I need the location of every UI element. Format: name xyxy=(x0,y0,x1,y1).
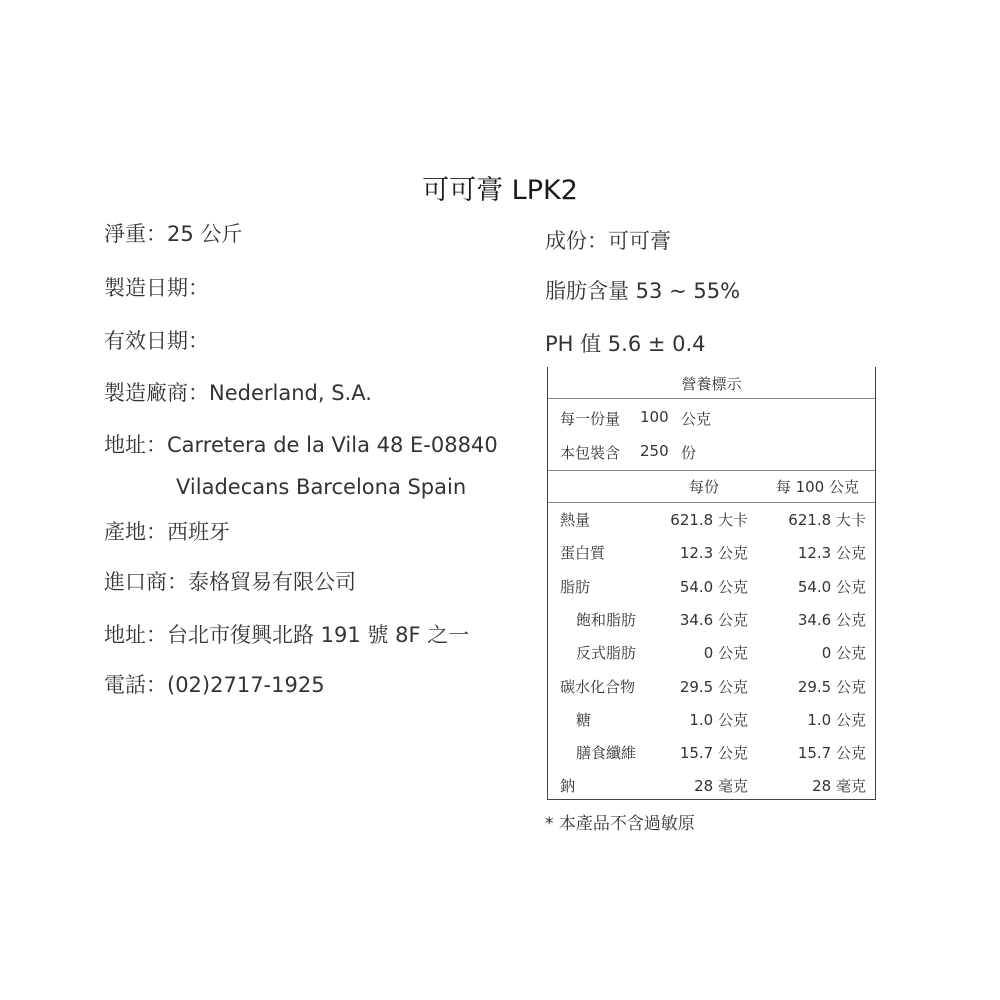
nutrient-per-100g: 54.0 公克 xyxy=(797,578,866,596)
net-weight: 淨重：25 公斤 xyxy=(104,222,243,246)
nutrient-per-serving: 621.8 大卡 xyxy=(670,511,748,529)
column-header-per-serving: 每份 xyxy=(688,478,719,496)
servings-per-package-value: 250 xyxy=(640,442,669,460)
nutrient-name: 反式脂肪 xyxy=(576,644,637,662)
nutrient-per-serving: 1.0 公克 xyxy=(689,711,748,729)
serving-size-label: 每一份量 xyxy=(560,410,621,428)
serving-size-value: 100 xyxy=(640,408,669,426)
nutrient-name: 蛋白質 xyxy=(560,544,606,562)
importer-address: 地址：台北市復興北路 191 號 8F 之一 xyxy=(104,623,470,647)
nutrient-per-100g: 34.6 公克 xyxy=(797,611,866,629)
nutrition-table xyxy=(547,367,876,800)
ph-value: PH 值 5.6 ± 0.4 xyxy=(545,332,706,356)
nutrient-name: 飽和脂肪 xyxy=(576,611,637,629)
servings-per-package-unit: 份 xyxy=(681,444,697,462)
nutrient-per-100g: 1.0 公克 xyxy=(807,711,866,729)
nutrient-per-serving: 15.7 公克 xyxy=(679,744,748,762)
manufacture-date: 製造日期： xyxy=(104,276,209,300)
importer: 進口商：泰格貿易有限公司 xyxy=(104,570,356,594)
address-line-1: 地址：Carretera de la Vila 48 E-08840 xyxy=(104,433,498,457)
nutrient-per-100g: 29.5 公克 xyxy=(797,678,866,696)
expiry-date: 有效日期： xyxy=(104,329,209,353)
nutrient-per-serving: 29.5 公克 xyxy=(679,678,748,696)
table-divider xyxy=(548,502,875,503)
nutrient-name: 碳水化合物 xyxy=(560,678,636,696)
nutrient-per-serving: 12.3 公克 xyxy=(679,544,748,562)
address-line-2: Viladecans Barcelona Spain xyxy=(176,475,467,499)
nutrient-per-serving: 0 公克 xyxy=(703,644,748,662)
nutrition-heading: 營養標示 xyxy=(681,375,742,393)
manufacturer: 製造廠商：Nederland, S.A. xyxy=(104,381,372,405)
nutrient-per-100g: 0 公克 xyxy=(821,644,866,662)
nutrient-per-serving: 28 毫克 xyxy=(694,777,748,795)
nutrient-name: 膳食纖維 xyxy=(576,744,637,762)
nutrient-per-serving: 34.6 公克 xyxy=(679,611,748,629)
nutrient-per-100g: 28 毫克 xyxy=(812,777,866,795)
servings-per-package-label: 本包裝含 xyxy=(560,444,621,462)
serving-size-unit: 公克 xyxy=(681,410,712,428)
fat-content: 脂肪含量 53 ~ 55% xyxy=(545,279,741,303)
phone: 電話：(02)2717-1925 xyxy=(104,673,325,697)
allergen-note: * 本產品不含過敏原 xyxy=(545,814,695,834)
column-header-per-100g: 每 100 公克 xyxy=(775,478,859,496)
nutrient-per-100g: 12.3 公克 xyxy=(797,544,866,562)
nutrient-name: 鈉 xyxy=(560,777,576,795)
nutrient-name: 脂肪 xyxy=(560,578,591,596)
nutrient-name: 糖 xyxy=(576,711,592,729)
table-divider xyxy=(548,398,875,399)
nutrient-per-100g: 15.7 公克 xyxy=(797,744,866,762)
origin: 產地：西班牙 xyxy=(104,520,230,544)
nutrient-per-100g: 621.8 大卡 xyxy=(788,511,866,529)
product-title: 可可膏 LPK2 xyxy=(422,175,578,206)
ingredients: 成份：可可膏 xyxy=(545,229,671,253)
nutrient-per-serving: 54.0 公克 xyxy=(679,578,748,596)
table-divider xyxy=(548,470,875,471)
nutrient-name: 熱量 xyxy=(560,511,591,529)
